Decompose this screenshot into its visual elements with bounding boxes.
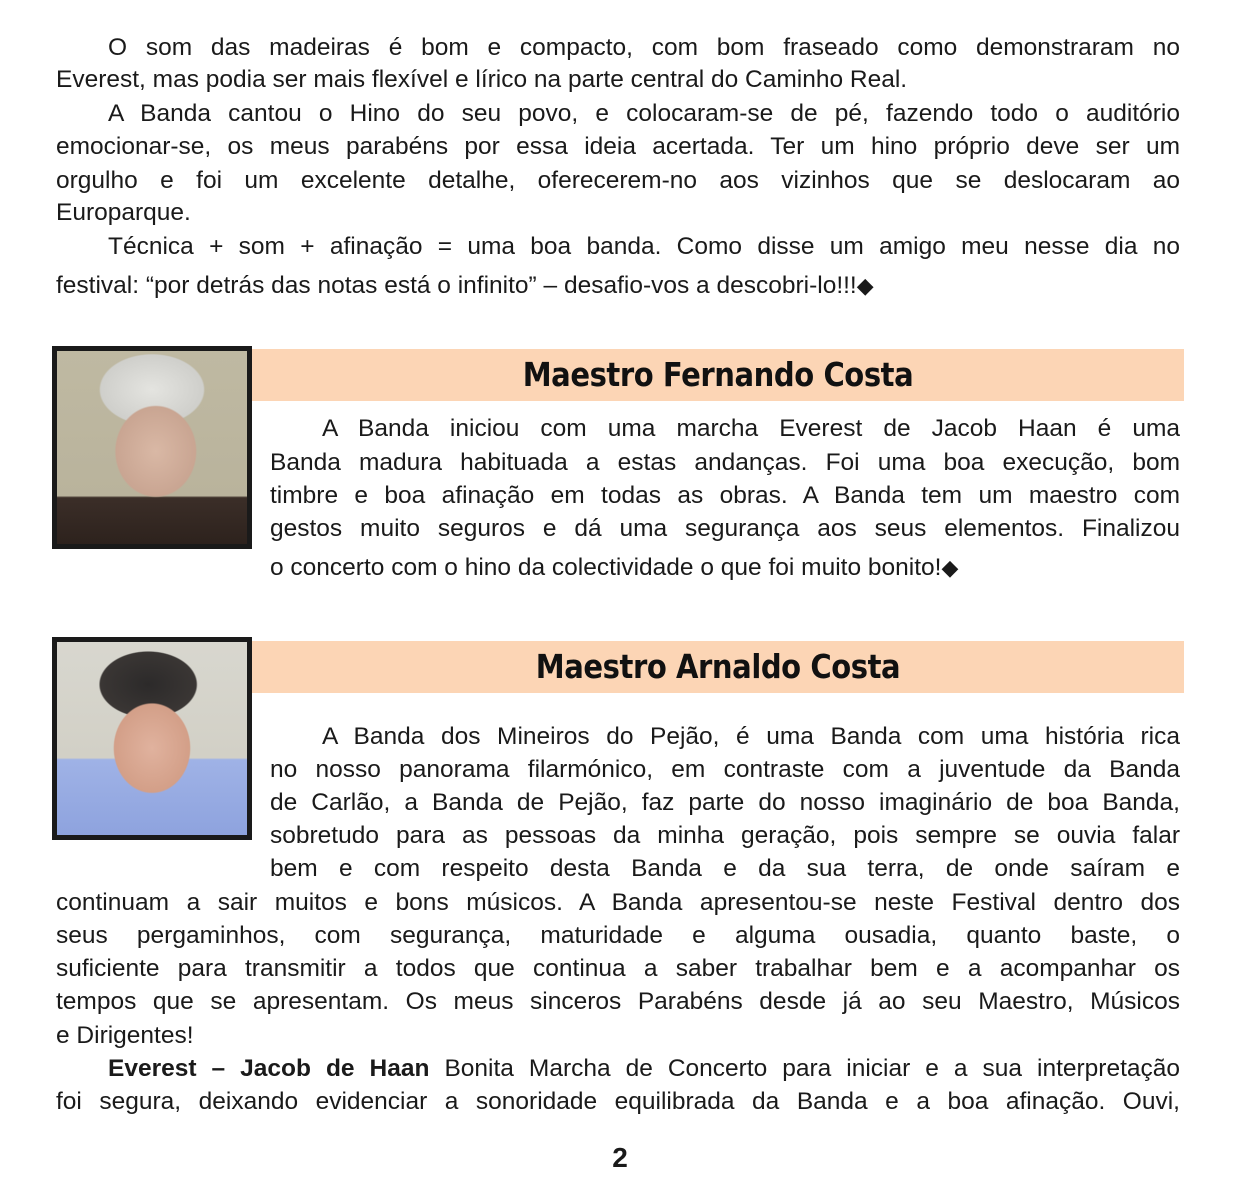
text-line: [270, 553, 1180, 583]
section-title: Maestro Arnaldo Costa: [535, 647, 901, 686]
text-line: [56, 198, 1180, 228]
section-header-fernando-costa: [252, 349, 1184, 401]
text-line: [270, 854, 1180, 884]
line-text: suficiente para transmitir a todos que continua a saber trabalhar bem e a acompanhar os: [56, 955, 1180, 982]
text-line: [270, 448, 1180, 478]
line-text: gestos muito seguros e dá uma segurança aos seus elementos. Finalizou: [270, 515, 1180, 542]
end-diamond-icon: ◆: [941, 555, 959, 580]
line-text: emocionar-se, os meus parabéns por essa ideia acertada. Ter um hino próprio deve ser um: [56, 133, 1180, 160]
text-line: [56, 65, 1180, 95]
line-text: Europarque.: [56, 199, 191, 226]
line-text: Banda madura habituada a estas andanças. Foi uma boa execução, bom: [270, 449, 1180, 476]
bold-lead: Everest – Jacob de Haan: [108, 1055, 430, 1082]
text-line: [56, 33, 1180, 63]
line-text: sobretudo para as pessoas da minha geração, pois sempre se ouvia falar: [270, 822, 1180, 849]
line-text: de Carlão, a Banda de Pejão, faz parte do nosso imaginário de boa Banda,: [270, 789, 1180, 816]
line-text: O som das madeiras é bom e compacto, com bom fraseado como demonstraram no: [108, 34, 1180, 61]
text-line: [270, 514, 1180, 544]
line-text: bem e com respeito desta Banda e da sua terra, de onde saíram e: [270, 855, 1180, 882]
line-text: e Dirigentes!: [56, 1022, 194, 1049]
line-text: o concerto com o hino da colectividade o que foi muito bonito!: [270, 554, 942, 581]
line-text: tempos que se apresentam. Os meus sinceros Parabéns desde já ao seu Maestro, Músicos: [56, 988, 1180, 1015]
text-line: [270, 788, 1180, 818]
line-text: foi segura, deixando evidenciar a sonoridade equilibrada da Banda e a boa afinação. Ouvi,: [56, 1088, 1180, 1115]
line-text: Everest, mas podia ser mais flexível e lírico na parte central do Caminho Real.: [56, 66, 908, 93]
section-header-arnaldo-costa: [252, 641, 1184, 693]
section-title: Maestro Fernando Costa: [522, 355, 914, 394]
text-line: [270, 414, 1180, 444]
page-number: 2: [612, 1142, 628, 1173]
text-line: [56, 1054, 1180, 1084]
end-diamond-icon: ◆: [856, 273, 874, 298]
line-text: continuam a sair muitos e bons músicos. A Banda apresentou-se neste Festival dentro dos: [56, 889, 1180, 916]
text-line: [56, 99, 1180, 129]
line-text: seus pergaminhos, com segurança, maturidade e alguma ousadia, quanto baste, o: [56, 922, 1180, 949]
line-text: Bonita Marcha de Concerto para iniciar e a sua interpretação: [444, 1055, 1181, 1082]
text-line: [56, 271, 1180, 301]
line-text: A Banda dos Mineiros do Pejão, é uma Banda com uma história rica: [322, 723, 1180, 750]
line-text: orgulho e foi um excelente detalhe, oferecerem-no aos vizinhos que se deslocaram ao: [56, 167, 1180, 194]
text-line: [270, 481, 1180, 511]
text-line: [56, 166, 1180, 196]
text-line: [56, 132, 1180, 162]
photo-fernando-costa: [52, 346, 252, 549]
line-text: timbre e boa afinação em todas as obras. A Banda tem um maestro com: [270, 482, 1180, 509]
line-text: A Banda cantou o Hino do seu povo, e colocaram-se de pé, fazendo todo o auditório: [108, 100, 1180, 127]
text-line: [56, 954, 1180, 984]
line-text: no nosso panorama filarmónico, em contraste com a juventude da Banda: [270, 756, 1180, 783]
text-line: [56, 888, 1180, 918]
text-line: [270, 755, 1180, 785]
line-text: Técnica + som + afinação = uma boa banda. Como disse um amigo meu nesse dia no: [108, 233, 1180, 260]
photo-arnaldo-costa: [52, 637, 252, 840]
text-line: [56, 232, 1180, 262]
text-line: [270, 821, 1180, 851]
line-text: festival: “por detrás das notas está o infinito” – desafio-vos a descobri-lo!!!: [56, 272, 857, 299]
text-line: [56, 921, 1180, 951]
text-line: [270, 722, 1180, 752]
text-line: [56, 1087, 1180, 1117]
text-line: [56, 1021, 1180, 1051]
line-text: A Banda iniciou com uma marcha Everest de Jacob Haan é uma: [322, 415, 1180, 442]
text-line: [56, 987, 1180, 1017]
